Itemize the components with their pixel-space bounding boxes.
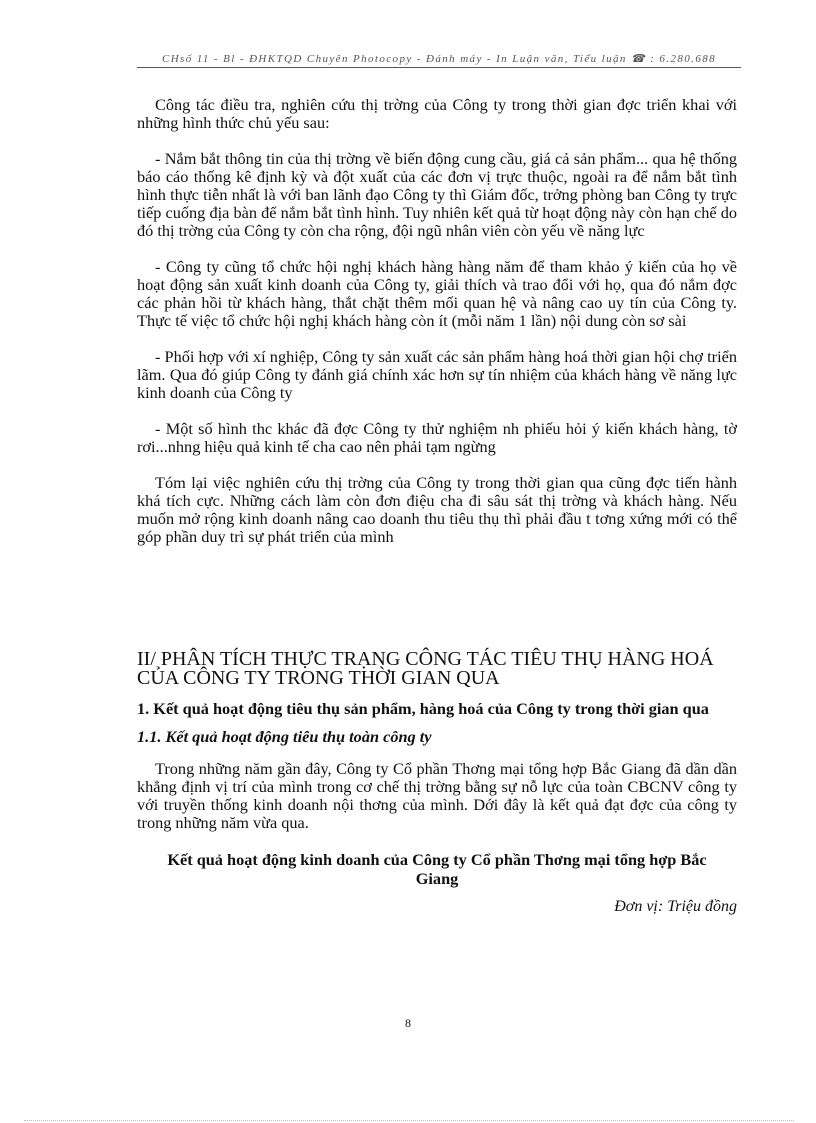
subsection-heading: 1. Kết quả hoạt động tiêu thụ sản phẩm, hàng hoá của Công ty trong thời gian qua (137, 699, 709, 718)
paragraph: - Công ty cũng tổ chức hội nghị khách hàng hàng năm để tham khảo ý kiến của họ về hoạt động sản xuất kinh doanh của Công ty, giải thích và trao đổi với họ, qua đó nắm đợc các phản hồi từ khách hàng, thắt chặt thêm mối quan hệ và nâng cao uy tín của Công ty. Thực tế việc tổ chức hội nghị khách hàng còn ít (mỗi năm 1 lần) nội dung còn sơ sài (137, 257, 737, 330)
unit-label: Đơn vị: Triệu đồng (614, 898, 737, 915)
spacer (137, 564, 737, 650)
table-title: Kết quả hoạt động kinh doanh của Công ty Cổ phần Thơng mại tổng hợp Bắc Giang (167, 850, 707, 888)
paragraph: Công tác điều tra, nghiên cứu thị trờng của Công ty trong thời gian đợc triển khai với những hình thức chủ yếu sau: (137, 95, 737, 132)
page-header: CHsố 11 - Bl - ĐHKTQD Chuyên Photocopy - Đánh máy - In Luận văn, Tiểu luận ☎ : 6.280.688 (137, 52, 741, 68)
page-number: 8 (405, 1016, 411, 1030)
paragraph: Tóm lại việc nghiên cứu thị trờng của Công ty trong thời gian qua cũng đợc tiến hành khá tích cực. Những cách làm còn đơn điệu cha đi sâu sát thị trờng và khách hàng. Nếu muốn mở rộng kinh doanh nâng cao doanh thu tiêu thụ thì phải đầu t tơng xứng mới có thể góp phần duy trì sự phát triển của mình (137, 473, 737, 546)
bottom-divider (24, 1120, 794, 1121)
paragraph: - Phối hợp với xí nghiệp, Công ty sản xuất các sản phẩm hàng hoá thời gian hội chợ triển lãm. Qua đó giúp Công ty đánh giá chính xác hơn sự tín nhiệm của khách hàng về năng lực kinh doanh của Công ty (137, 347, 737, 402)
paragraph: - Nắm bắt thông tin của thị trờng về biến động cung cầu, giá cả sản phẩm... qua hệ thống báo cáo thống kê định kỳ và đột xuất của các đơn vị trực thuộc, ngoài ra để nắm bắt tình hình thực tiễn nhất là với ban lãnh đạo Công ty thì Giám đốc, trởng phòng ban Công ty trực tiếp cuống địa bàn để nắm bắt tình hình. Tuy nhiên kết quả từ hoạt động này còn hạn chế do đó thị trờng của Công ty còn cha rộng, đội ngũ nhân viên còn yếu về năng lực (137, 149, 737, 240)
section-heading: II/ PHÂN TÍCH THỰC TRẠNG CÔNG TÁC TIÊU THỤ HÀNG HOÁ CỦA CÔNG TY TRONG THỜI GIAN QUA (137, 648, 714, 689)
page-content (137, 96, 737, 916)
paragraph: - Một số hình thc khác đã đợc Công ty thử nghiệm nh phiếu hỏi ý kiến khách hàng, tờ rơi...nhng hiệu quả kinh tế cha cao nên phải tạm ngừng (137, 419, 737, 456)
subsubsection-heading: 1.1. Kết quả hoạt động tiêu thụ toàn công ty (137, 727, 432, 746)
paragraph: Trong những năm gần đây, Công ty Cổ phần Thơng mại tổng hợp Bắc Giang đã dần dần khẳng định vị trí của mình trong cơ chế thị trờng bằng sự nỗ lực của toàn CBCNV công ty với truyền thống kinh doanh nội thơng của mình. Dới đây là kết quả đạt đợc của công ty trong những năm vừa qua. (137, 759, 737, 832)
